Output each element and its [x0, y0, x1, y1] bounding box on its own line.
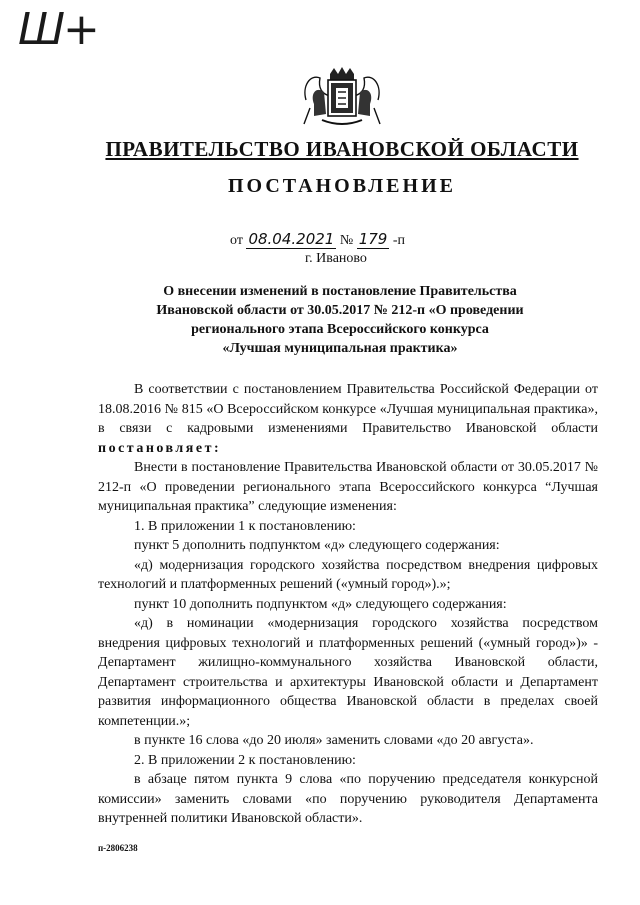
subject-line: «Лучшая муниципальная практика»	[222, 341, 458, 356]
number-label: №	[339, 233, 354, 248]
date-number-line	[230, 230, 405, 249]
coat-of-arms-emblem	[300, 64, 384, 130]
subject-line: Ивановской области от 30.05.2017 № 212-п «О проведении	[156, 303, 524, 318]
number-suffix: -п	[392, 233, 405, 248]
paragraph: пункт 5 дополнить подпунктом «д» следующего содержания:	[134, 538, 500, 553]
document-date: 08.04.2021	[248, 230, 335, 248]
paragraph: Внести в постановление Правительства Ивановской области от 30.05.2017 № 212-п «О проведении регионального этапа Всероссийского конкурса “Лучшая муниципальная практика” следующие изменения:	[98, 460, 598, 514]
city-name: г. Иваново	[305, 251, 367, 266]
resolves-word: постановляет:	[98, 440, 222, 456]
document-type: ПОСТАНОВЛЕНИЕ	[228, 175, 456, 197]
government-title: ПРАВИТЕЛЬСТВО ИВАНОВСКОЙ ОБЛАСТИ	[105, 137, 579, 161]
paragraph: 2. В приложении 2 к постановлению:	[134, 752, 356, 768]
paragraph: «д) модернизация городского хозяйства посредством внедрения цифровых технологий и платформенных решений («умный город»).»;	[98, 557, 598, 592]
handwritten-mark: Ш+	[18, 4, 98, 55]
paragraph: в пункте 16 слова «до 20 июля» заменить словами «до 20 августа».	[134, 733, 534, 748]
paragraph: «д) в номинации «модернизация городского хозяйства посредством внедрения цифровых технологий и платформенных решений («умный город»)» - Департамент жилищно-коммунального хозяйства Ивановской области, Департамент строительства и архитектуры Ивановской области и Департамент развития информационного общества Ивановской области в пределах своей компетенции.»;	[98, 616, 598, 729]
document-number: 179	[358, 230, 388, 248]
subject-line: регионального этапа Всероссийского конкурса	[191, 322, 489, 337]
paragraph: в абзаце пятом пункта 9 слова «по поручению председателя конкурсной комиссии» заменить словами «по поручению руководителя Департамента внутренней политики Ивановской области».	[98, 772, 598, 826]
document-code: п-2806238	[98, 843, 138, 853]
paragraph: 1. В приложении 1 к постановлению:	[134, 518, 356, 534]
subject-line: О внесении изменений в постановление Правительства	[163, 284, 517, 299]
date-from-label: от	[230, 233, 243, 248]
document-body	[98, 380, 598, 829]
document-subject	[110, 282, 570, 358]
paragraph: пункт 10 дополнить подпунктом «д» следующего содержания:	[134, 596, 507, 612]
paragraph-preamble: В соответствии с постановлением Правительства Российской Федерации от 18.08.2016 № 815 «О Всероссийском конкурсе «Лучшая муниципальная практика», в связи с кадровыми изменениями Правительство Ивановской области постановляет:	[98, 382, 598, 456]
